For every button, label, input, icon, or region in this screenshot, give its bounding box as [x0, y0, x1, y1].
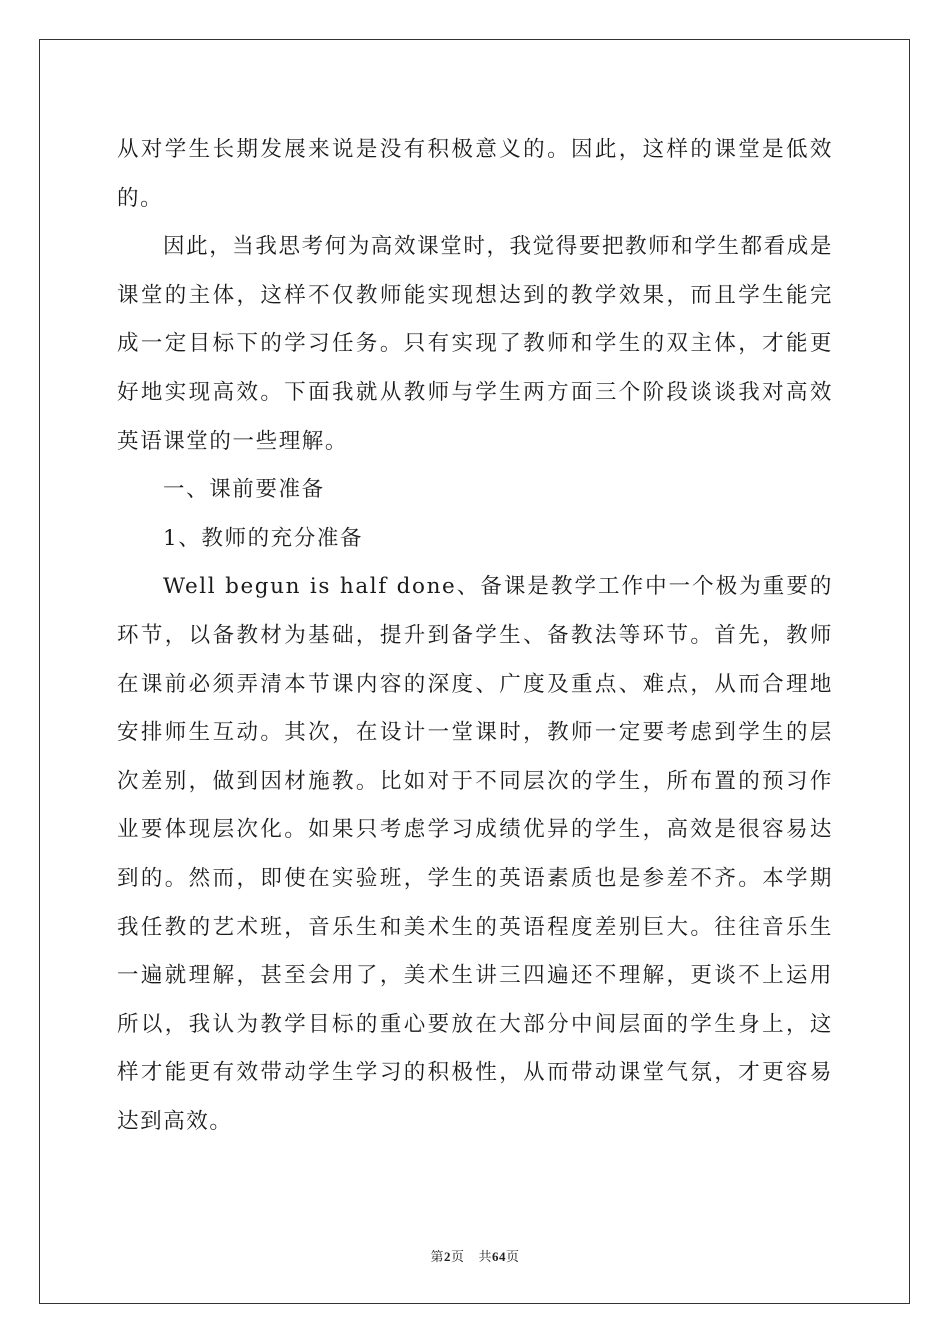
page-footer	[0, 1246, 950, 1265]
section-heading: 一、课前要准备	[163, 477, 325, 503]
page-number: 2	[443, 1249, 451, 1264]
total-suffix: 页	[506, 1249, 520, 1264]
total-pages: 64	[492, 1249, 507, 1264]
paragraph-3: Well begun is half done、备课是教学工作中一个极为重要的环节，以备教材为基础，提升到备学生、备教法等环节。首先，教师在课前必须弄清本节课内容的深度、广度及重点、难点，从而合理地安排师生互动。其次，在设计一堂课时，教师一定要考虑到学生的层次差别，做到因材施教。比如对于不同层次的学生，所布置的预习作业要体现层次化。如果只考虑学习成绩优异的学生，高效是很容易达到的。然而，即使在实验班，学生的英语素质也是参差不齐。本学期我任教的艺术班，音乐生和美术生的英语程度差别巨大。往往音乐生一遍就理解，甚至会用了，美术生讲三四遍还不理解，更谈不上运用所以，我认为教学目标的重心要放在大部分中间层面的学生身上，这样才能更有效带动学生学习的积极性，从而带动课堂气氛，才更容易达到高效。	[117, 574, 833, 1134]
paragraph-2: 因此，当我思考何为高效课堂时，我觉得要把教师和学生都看成是课堂的主体，这样不仅教师能实现想达到的教学效果，而且学生能完成一定目标下的学习任务。只有实现了教师和学生的双主体，才能更好地实现高效。下面我就从教师与学生两方面三个阶段谈谈我对高效英语课堂的一些理解。	[117, 234, 833, 454]
subsection-heading: 1、教师的充分准备	[163, 525, 364, 551]
document-body	[117, 126, 833, 1146]
page-prefix: 第	[430, 1249, 444, 1264]
total-prefix: 共	[478, 1249, 493, 1264]
paragraph-1: 从对学生长期发展来说是没有积极意义的。因此，这样的课堂是低效的。	[117, 137, 833, 211]
page-suffix: 页	[450, 1249, 465, 1264]
